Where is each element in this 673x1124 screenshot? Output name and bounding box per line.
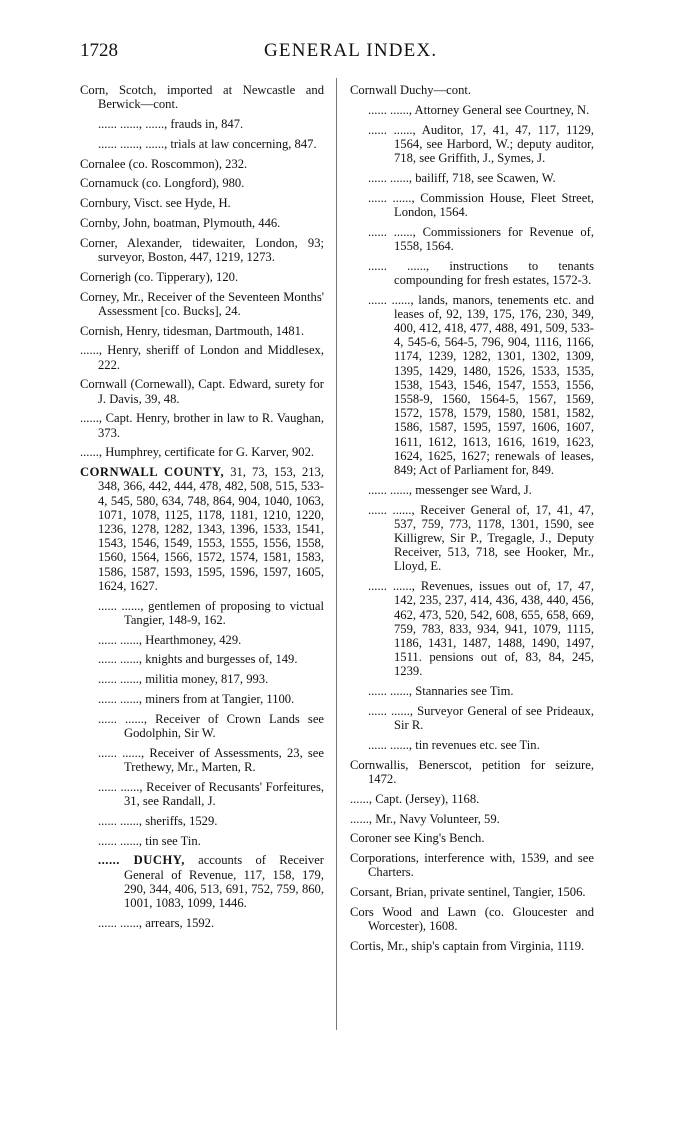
entry-text: Corner, Alexander, tidewaiter, London, 93; surveyor, Boston, 447, 1219, 1273. <box>80 235 324 264</box>
entry-text: Cornbury, Visct. see Hyde, H. <box>80 196 231 211</box>
index-entry <box>80 377 324 405</box>
index-entry <box>350 225 594 253</box>
index-entry <box>80 236 324 264</box>
entry-text: ...... ......, Receiver of Assessments, 23, see Trethewy, Mr., Marten, R. <box>98 745 324 774</box>
entry-text: Cornwall Duchy—cont. <box>350 83 472 97</box>
page-header <box>0 0 673 80</box>
entry-text: Cornish, Henry, tidesman, Dartmouth, 1481. <box>80 323 305 338</box>
index-entry <box>80 712 324 740</box>
entry-text: Cornwallis, Benerscot, petition for seizure, 1472. <box>350 757 594 787</box>
entry-text: ...... ......, Receiver of Crown Lands see Godolphin, Sir W. <box>98 711 324 740</box>
index-entry <box>80 157 324 171</box>
entry-text: ...... ......, Hearthmoney, 429. <box>98 632 242 647</box>
index-entry <box>80 445 324 459</box>
entry-text: ...... ......, militia money, 817, 993. <box>98 672 269 687</box>
entry-text: ...... ......, gentlemen of proposing to victual Tangier, 148-9, 162. <box>98 598 324 627</box>
index-entry <box>80 672 324 686</box>
entry-text: ...... ......, arrears, 1592. <box>98 915 215 930</box>
running-title: GENERAL INDEX. <box>264 40 438 61</box>
entry-text: Corn, Scotch, imported at Newcastle and Berwick—cont. <box>80 83 324 112</box>
index-entry <box>80 270 324 284</box>
index-entry <box>80 324 324 338</box>
entry-text: ...... ......, knights and burgesses of, 149. <box>98 652 298 667</box>
entry-text: ...... ......, Attorney General see Courtney, N. <box>368 102 590 117</box>
entry-text: ...... ......, Receiver of Recusants' Forfeitures, 31, see Randall, J. <box>98 779 324 808</box>
index-entry <box>350 171 594 185</box>
entry-text: ...... ......, Receiver General of, 17, 41, 47, 537, 759, 773, 1178, 1301, 1590, see Killigrew, Sir P., Tregagle, J., Deputy Receiver, 513, 718, see Hooker, Mr., Lloyd, E. <box>368 502 594 574</box>
entry-text: ...... ......, Surveyor General of see Prideaux, Sir R. <box>368 704 594 733</box>
index-entry <box>80 343 324 371</box>
index-entry <box>80 853 324 910</box>
index-entry <box>80 692 324 706</box>
index-entry <box>350 758 594 786</box>
left-column <box>80 83 324 936</box>
index-entry <box>80 814 324 828</box>
entry-text: Cornby, John, boatman, Plymouth, 446. <box>80 215 281 230</box>
index-entry <box>350 885 594 899</box>
index-entry <box>350 503 594 574</box>
index-entry <box>80 196 324 210</box>
entry-text: ...... ......, tin see Tin. <box>98 833 201 848</box>
entry-heading: CORNWALL COUNTY, <box>80 465 225 480</box>
index-entry <box>350 103 594 117</box>
index-entry <box>350 684 594 698</box>
column-divider <box>336 78 337 1030</box>
index-entry <box>80 633 324 647</box>
entry-text: ...... ......, Commissioners for Revenue of, 1558, 1564. <box>368 224 594 253</box>
entry-text: ...... ......, tin revenues etc. see Tin. <box>368 738 540 753</box>
index-entry <box>350 293 594 478</box>
entry-text: Cornamuck (co. Longford), 980. <box>80 176 245 191</box>
entry-text: ......, Capt. Henry, brother in law to R. Vaughan, 373. <box>80 411 324 440</box>
index-entry <box>350 831 594 845</box>
index-entry <box>80 465 324 593</box>
entry-heading: ...... DUCHY, <box>98 853 185 868</box>
index-entry <box>80 834 324 848</box>
index-entry <box>350 812 594 826</box>
index-entry <box>350 483 594 497</box>
index-entry <box>350 259 594 287</box>
index-entry <box>350 738 594 752</box>
index-entry <box>80 176 324 190</box>
index-entry <box>80 780 324 808</box>
entry-text: 31, 73, 153, 213, 348, 366, 442, 444, 478, 482, 508, 515, 533-4, 545, 580, 634, 748, 864, 904, 1040, 1063, 1071, 1078, 1125, 1178, 1181, 1210, 1220, 1236, 1278, 1282, 1343, 1396, 1533, 1541, 1543, 1546, 1549, 1553, 1555, 1556, 1558, 1560, 1564, 1566, 1572, 1574, 1581, 1583, 1586, 1587, 1593, 1595, 1596, 1597, 1605, 1624, 1627. <box>98 465 324 593</box>
entry-text: ...... ......, bailiff, 718, see Scawen, W. <box>368 170 556 185</box>
index-entry <box>350 579 594 678</box>
entry-text: Corney, Mr., Receiver of the Seventeen Months' Assessment [co. Bucks], 24. <box>80 289 324 318</box>
index-entry <box>350 191 594 219</box>
page-number: 1728 <box>80 40 118 61</box>
index-entry <box>80 599 324 627</box>
index-entry <box>80 916 324 930</box>
entry-text: ......, Capt. (Jersey), 1168. <box>350 791 480 806</box>
index-entry <box>80 411 324 439</box>
index-entry <box>350 123 594 166</box>
entry-text: ...... ......, Revenues, issues out of, 17, 47, 142, 235, 237, 414, 436, 438, 440, 456, 462, 473, 520, 542, 608, 655, 658, 669, 759, 783, 833, 934, 941, 1079, 1115, 1186, 1431, 1487, 1488, 1490, 1497, 1511. pensions out of, 83, 84, 245, 1239. <box>368 579 594 679</box>
entry-text: ......, Humphrey, certificate for G. Karver, 902. <box>80 445 315 460</box>
entry-text: ...... ......, ......, frauds in, 847. <box>98 117 244 131</box>
index-entry <box>350 851 594 879</box>
entry-text: ...... ......, Commission House, Fleet Street, London, 1564. <box>368 190 594 219</box>
entry-text: Corporations, interference with, 1539, and see Charters. <box>350 851 594 880</box>
entry-text: Cors Wood and Lawn (co. Gloucester and Worcester), 1608. <box>350 905 594 934</box>
entry-text: ...... ......, ......, trials at law concerning, 847. <box>98 136 317 151</box>
entry-text: ...... ......, miners from at Tangier, 1100. <box>98 691 295 706</box>
index-entry <box>350 792 594 806</box>
index-entry <box>80 137 324 151</box>
entry-text: ...... ......, instructions to tenants compounding for fresh estates, 1572-3. <box>368 258 594 287</box>
right-column <box>350 83 594 959</box>
index-entry <box>80 290 324 318</box>
entry-text: Cornerigh (co. Tipperary), 120. <box>80 269 239 284</box>
entry-text: Corsant, Brian, private sentinel, Tangier, 1506. <box>350 885 586 900</box>
index-entry <box>80 652 324 666</box>
entry-text: accounts of Receiver General of Revenue, 117, 158, 179, 290, 344, 406, 513, 691, 752, 759, 860, 1001, 1083, 1099, 1446. <box>124 853 324 910</box>
entry-text: Cornalee (co. Roscommon), 232. <box>80 156 248 171</box>
entry-text: ...... ......, lands, manors, tenements etc. and leases of, 92, 139, 175, 176, 230, 349, 400, 412, 418, 477, 488, 491, 509, 533-4, 545-6, 564-5, 796, 904, 1116, 1166, 1174, 1239, 1282, 1301, 1302, 1309, 1395, 1429, 1480, 1526, 1533, 1535, 1538, 1543, 1546, 1547, 1553, 1556, 1558-9, 1560, 1564-5, 1567, 1569, 1572, 1578, 1579, 1580, 1581, 1582, 1586, 1587, 1595, 1597, 1606, 1607, 1611, 1612, 1613, 1616, 1619, 1623, 1624, 1625, 1627; renewals of leases, 849; Act of Parliament for, 849. <box>368 292 594 478</box>
index-entry <box>80 83 324 111</box>
index-entry <box>350 704 594 732</box>
entry-text: ...... ......, Auditor, 17, 41, 47, 117, 1129, 1564, see Harbord, W.; deputy auditor, 718, see Griffith, J., Symes, J. <box>368 122 594 165</box>
index-entry <box>80 216 324 230</box>
entry-text: Cortis, Mr., ship's captain from Virginia, 1119. <box>350 939 585 954</box>
index-entry <box>350 939 594 953</box>
entry-text: ......, Henry, sheriff of London and Middlesex, 222. <box>80 343 324 372</box>
index-entry <box>350 83 594 97</box>
entry-text: ...... ......, Stannaries see Tim. <box>368 684 514 699</box>
entry-text: ...... ......, sheriffs, 1529. <box>98 813 218 828</box>
index-entry <box>80 117 324 131</box>
entry-text: Coroner see King's Bench. <box>350 831 485 846</box>
entry-text: ......, Mr., Navy Volunteer, 59. <box>350 811 500 826</box>
index-entry <box>350 905 594 933</box>
entry-text: ...... ......, messenger see Ward, J. <box>368 482 532 497</box>
index-entry <box>80 746 324 774</box>
entry-text: Cornwall (Cornewall), Capt. Edward, surety for J. Davis, 39, 48. <box>80 377 324 406</box>
